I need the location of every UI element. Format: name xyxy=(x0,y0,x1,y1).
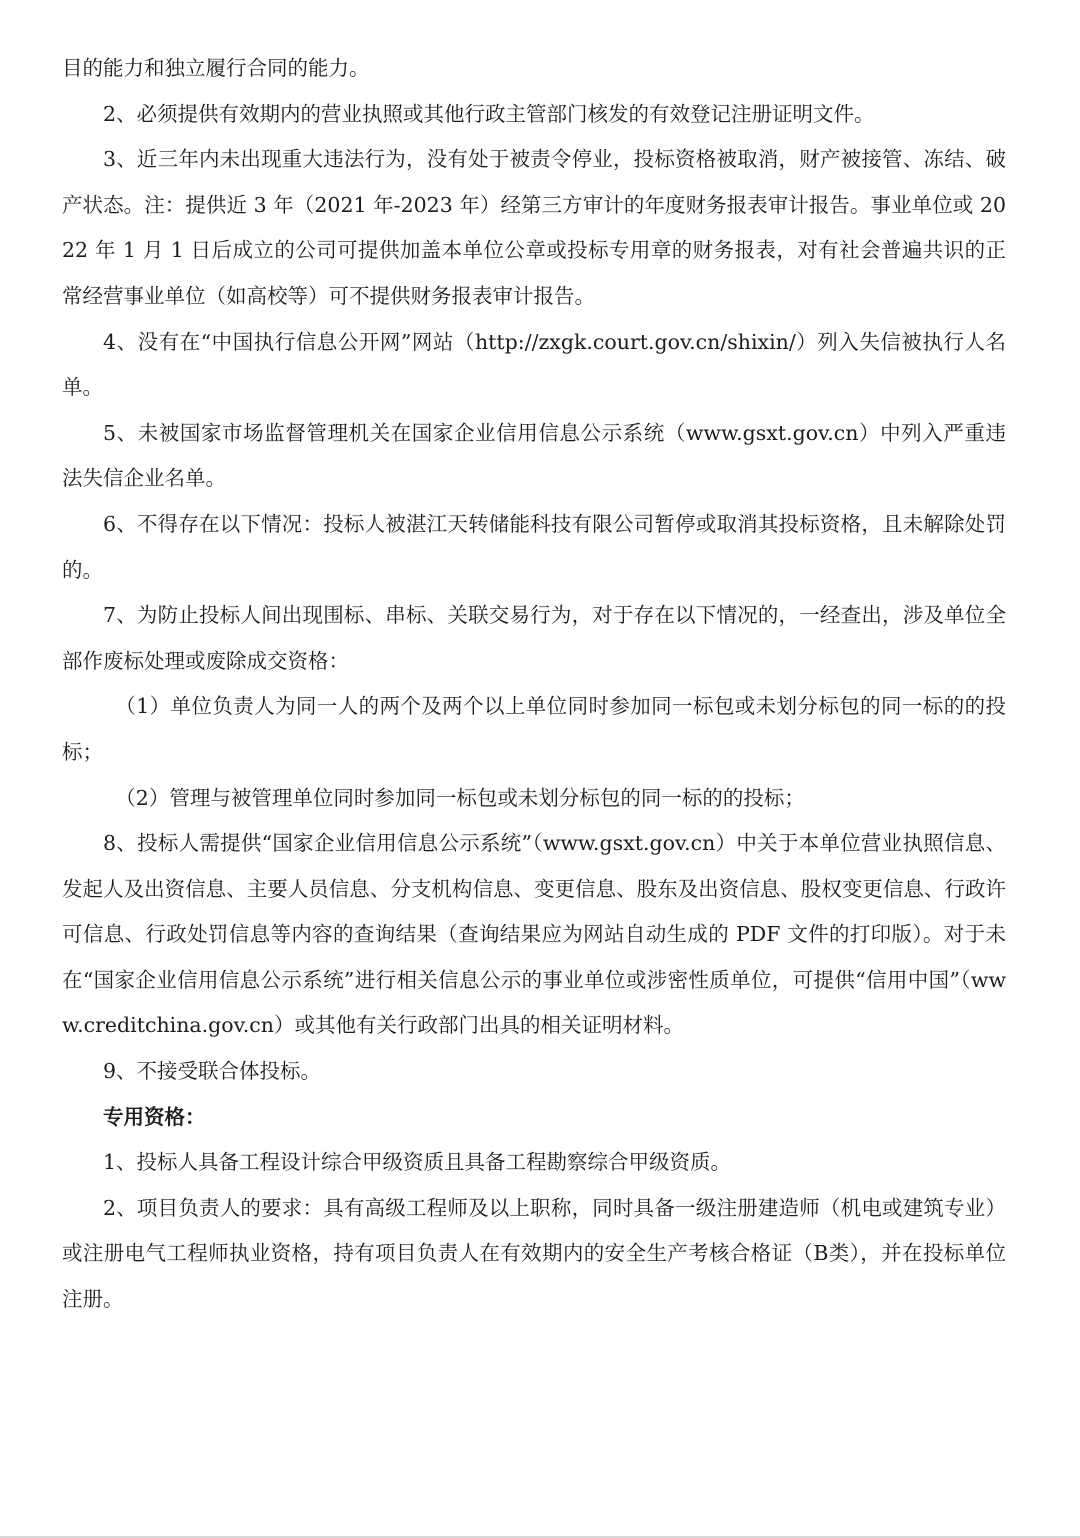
requirement-anti-collusion: 7、为防止投标人间出现围标、串标、关联交易行为，对于存在以下情况的，一经查出，涉及单位全部作废标处理或废除成交资格： xyxy=(62,603,1006,673)
requirement-not-blacklisted: 5、未被国家市场监督管理机关在国家企业信用信息公示系统（www.gsxt.gov.cn）中列入严重违法失信企业名单。 xyxy=(62,420,1006,491)
requirement-credit-query: 8、投标人需提供“国家企业信用信息公示系统”（www.gsxt.gov.cn）中关于本单位营业执照信息、发起人及出资信息、主要人员信息、分支机构信息、变更信息、股东及出资信息、股权变更信息、行政许可信息、行政处罚信息等内容的查询结果（查询结果应为网站自动生成的 PDF 文件的打印版）。对于未在“国家企业信用信息公示系统”进行相关信息公示的事业单位或涉密性质单位，可提供“信用中国”（www.creditchina.gov.cn）或其他有关行政部门出具的相关证明材料。 xyxy=(62,831,1006,1038)
requirement-no-consortium: 9、不接受联合体投标。 xyxy=(103,1059,322,1084)
collusion-case-1: （1）单位负责人为同一人的两个及两个以上单位同时参加同一标包或未划分标包的同一标的的投标； xyxy=(62,694,1006,764)
requirement-not-suspended: 6、不得存在以下情况：投标人被湛江天转储能科技有限公司暂停或取消其投标资格，且未解除处罚的。 xyxy=(62,511,1006,582)
special-requirement-project-manager: 2、项目负责人的要求：具有高级工程师及以上职称，同时具备一级注册建造师（机电或建筑专业）或注册电气工程师执业资格，持有项目负责人在有效期内的安全生产考核合格证（B类），并在投标单位注册。 xyxy=(62,1195,1006,1312)
special-qualifications-heading: 专用资格： xyxy=(103,1104,206,1129)
requirement-not-dishonest-executee: 4、没有在“中国执行信息公开网”网站（http://zxgk.court.gov.cn/shixin/）列入失信被执行人名单。 xyxy=(62,329,1006,400)
special-requirement-design-survey: 1、投标人具备工程设计综合甲级资质且具备工程勘察综合甲级资质。 xyxy=(103,1150,732,1175)
collusion-case-2: （2）管理与被管理单位同时参加同一标包或未划分标包的同一标的的投标； xyxy=(115,785,805,810)
document-body xyxy=(62,46,1006,1323)
requirement-no-violations: 3、近三年内未出现重大违法行为，没有处于被责令停业，投标资格被取消，财产被接管、冻结、破产状态。注：提供近 3 年（2021 年-2023 年）经第三方审计的年度财务报表审计报告。事业单位或 2022 年 1 月 1 日后成立的公司可提供加盖本单位公章或投标专用章的财务报表，对有社会普遍共识的正常经营事业单位（如高校等）可不提供财务报表审计报告。 xyxy=(62,147,1006,308)
paragraph-continuation: 目的能力和独立履行合同的能力。 xyxy=(62,56,370,80)
requirement-business-license: 2、必须提供有效期内的营业执照或其他行政主管部门核发的有效登记注册证明文件。 xyxy=(103,101,875,126)
